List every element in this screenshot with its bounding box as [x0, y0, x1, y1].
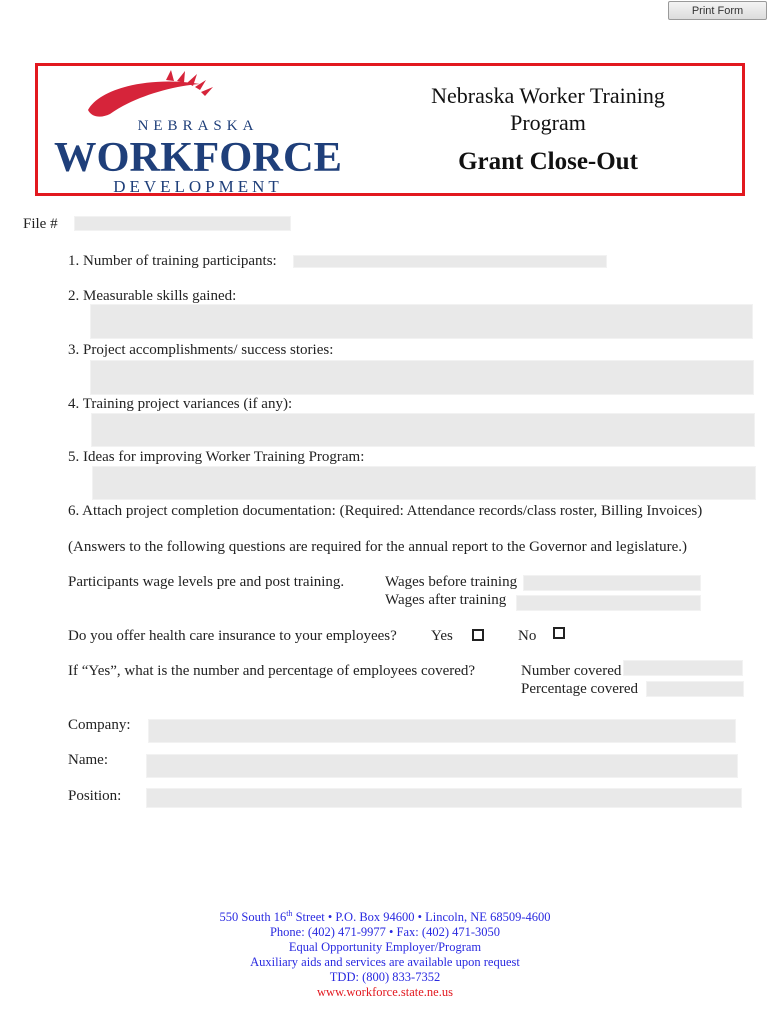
company-label: Company: [68, 717, 131, 733]
position-label: Position: [68, 788, 122, 804]
wages-after-field[interactable] [516, 595, 701, 611]
footer-url: www.workforce.state.ne.us [317, 985, 453, 1000]
footer-eeo: Equal Opportunity Employer/Program [288, 940, 482, 955]
accomplishments-field[interactable] [90, 360, 754, 395]
number-covered-field[interactable] [623, 660, 743, 676]
wages-before-label: Wages before training [385, 574, 518, 590]
footer-aux: Auxiliary aids and services are available upon request [250, 955, 520, 970]
name-field[interactable] [146, 754, 738, 778]
header-box [35, 63, 745, 196]
health-insurance-question: Do you offer health care insurance to your employees? [68, 628, 397, 644]
participants-field[interactable] [293, 255, 607, 268]
logo-text-development: DEVELOPMENT [113, 177, 283, 195]
logo-text-nebraska: NEBRASKA [137, 118, 259, 134]
name-label: Name: [68, 752, 108, 768]
yes-label: Yes [431, 628, 453, 644]
footer-contact [0, 906, 770, 1000]
company-field[interactable] [148, 719, 736, 743]
yes-checkbox[interactable] [472, 629, 484, 641]
wages-after-label: Wages after training [385, 592, 507, 608]
title-line-2: Program [510, 110, 586, 135]
if-yes-question: If “Yes”, what is the number and percentage of employees covered? [68, 663, 476, 679]
q6-label: 6. Attach project completion documentation: (Required: Attendance records/class roster, Billing Invoices) [68, 503, 703, 519]
q5-label: 5. Ideas for improving Worker Training Program: [68, 449, 365, 465]
footer-tdd: TDD: (800) 833-7352 [329, 970, 441, 985]
title-block [38, 82, 718, 136]
no-checkbox[interactable] [553, 627, 565, 639]
q1-label: 1. Number of training participants: [68, 253, 277, 269]
number-covered-label: Number covered [521, 663, 622, 679]
no-label: No [518, 628, 537, 644]
percentage-covered-label: Percentage covered [521, 681, 639, 697]
wage-levels-label: Participants wage levels pre and post training. [68, 574, 345, 590]
variances-field[interactable] [91, 413, 755, 447]
ideas-field[interactable] [92, 466, 756, 500]
page-subtitle: Grant Close-Out [458, 148, 638, 175]
title-line-1: Nebraska Worker Training [431, 83, 665, 108]
q3-label: 3. Project accomplishments/ success stories: [68, 342, 334, 358]
logo-text-workforce: WORKFORCE [54, 135, 342, 181]
skills-gained-field[interactable] [90, 304, 753, 339]
file-number-label: File # [23, 216, 58, 232]
footer-phone: Phone: (402) 471-9977 • Fax: (402) 471-3050 [269, 925, 501, 940]
position-field[interactable] [146, 788, 742, 808]
q2-label: 2. Measurable skills gained: [68, 288, 237, 304]
annual-report-note: (Answers to the following questions are required for the annual report to the Governor and legislature.) [68, 539, 687, 555]
footer-address: 550 South 16th Street • P.O. Box 94600 • Lincoln, NE 68509-4600 [219, 909, 551, 925]
percentage-covered-field[interactable] [646, 681, 744, 697]
q4-label: 4. Training project variances (if any): [68, 396, 293, 412]
file-number-field[interactable] [74, 216, 291, 231]
wages-before-field[interactable] [523, 575, 701, 591]
print-form-button[interactable]: Print Form [668, 1, 767, 20]
